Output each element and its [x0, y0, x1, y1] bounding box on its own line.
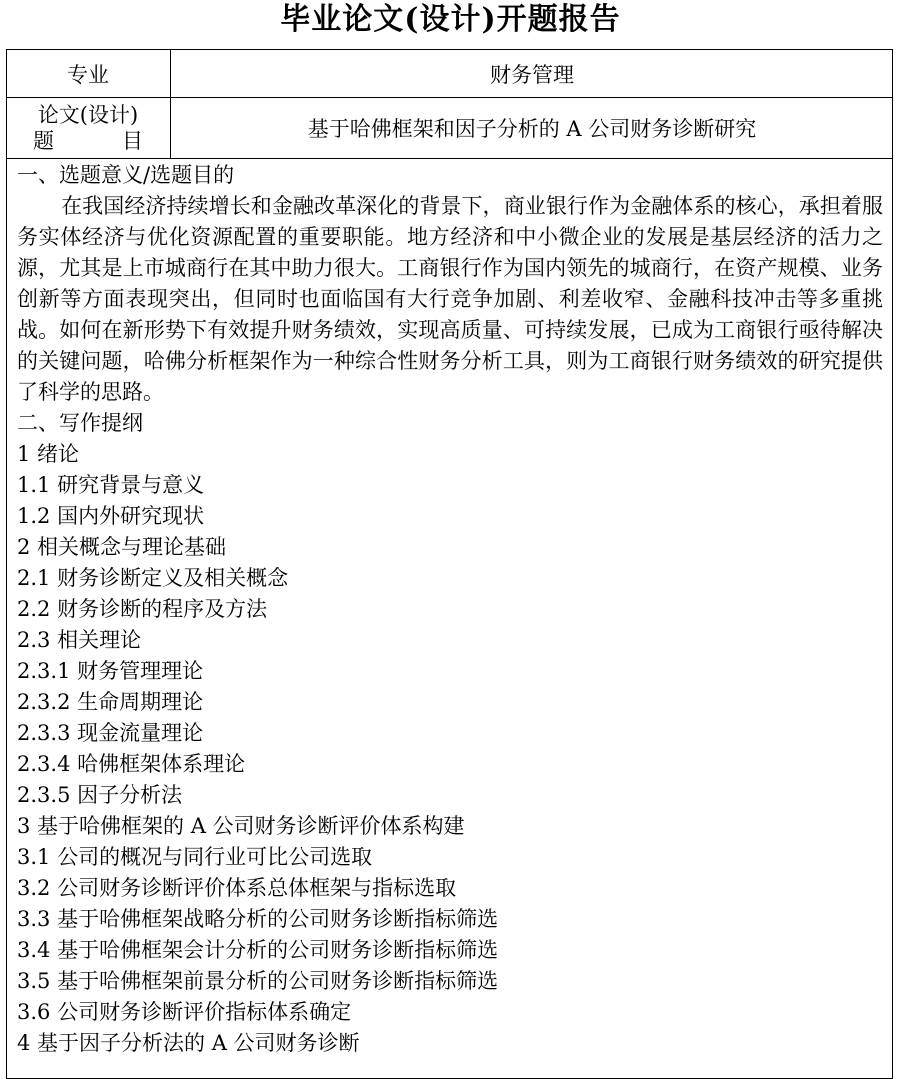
topic-label-char-a: 题 [33, 129, 54, 153]
outline-item: 3 基于哈佛框架的 A 公司财务诊断评价体系构建 [17, 814, 465, 838]
outline-item: 3.6 公司财务诊断评价指标体系确定 [17, 1000, 352, 1024]
topic-label-line2 [33, 128, 143, 154]
outline-item: 3.1 公司的概况与同行业可比公司选取 [17, 845, 373, 869]
outline-item: 1 绪论 [17, 442, 80, 466]
topic-label-line1: 论文(设计) [37, 103, 139, 127]
outline-item: 1.1 研究背景与意义 [17, 473, 205, 497]
outline-item: 3.5 基于哈佛框架前景分析的公司财务诊断指标筛选 [17, 969, 499, 993]
topic-label-cell [6, 98, 170, 158]
outline-item: 2.3.2 生命周期理论 [17, 690, 204, 714]
page-title: 毕业论文(设计)开题报告 [280, 2, 621, 37]
outline-item: 2 相关概念与理论基础 [17, 535, 227, 559]
section1-heading: 一、选题意义/选题目的 [17, 163, 235, 187]
outline-item: 2.3.1 财务管理理论 [17, 659, 204, 683]
topic-value: 基于哈佛框架和因子分析的 A 公司财务诊断研究 [307, 117, 757, 141]
outline-list [17, 439, 883, 1059]
outline-item: 3.3 基于哈佛框架战略分析的公司财务诊断指标筛选 [17, 907, 499, 931]
outline-item: 4 基于因子分析法的 A 公司财务诊断 [17, 1031, 360, 1055]
major-value-cell [171, 50, 893, 97]
outline-item: 3.2 公司财务诊断评价体系总体框架与指标选取 [17, 876, 457, 900]
topic-value-cell [171, 98, 893, 158]
report-body [17, 160, 883, 1059]
section1-paragraph: 在我国经济持续增长和金融改革深化的背景下，商业银行作为金融体系的核心，承担着服务实体经济与优化资源配置的重要职能。地方经济和中小微企业的发展是基层经济的活力之源，尤其是上市城商行在其中助力很大。工商银行作为国内领先的城商行，在资产规模、业务创新等方面表现突出，但同时也面临国有大行竞争加剧、利差收窄、金融科技冲击等多重挑战。如何在新形势下有效提升财务绩效，实现高质量、可持续发展，已成为工商银行亟待解决的关键问题，哈佛分析框架作为一种综合性财务分析工具，则为工商银行财务绩效的研究提供了科学的思路。 [17, 194, 883, 404]
row-divider [6, 158, 893, 159]
major-label: 专业 [67, 62, 109, 87]
outline-item: 2.3.4 哈佛框架体系理论 [17, 752, 246, 776]
outline-item: 3.4 基于哈佛框架会计分析的公司财务诊断指标筛选 [17, 938, 499, 962]
outline-item: 2.1 财务诊断定义及相关概念 [17, 566, 289, 590]
outline-item: 2.2 财务诊断的程序及方法 [17, 597, 268, 621]
outline-item: 2.3.5 因子分析法 [17, 783, 183, 807]
outline-item: 2.3.3 现金流量理论 [17, 721, 204, 745]
major-label-cell [6, 50, 170, 97]
outline-item: 1.2 国内外研究现状 [17, 504, 205, 528]
topic-label-char-b: 目 [122, 129, 143, 153]
section2-heading: 二、写作提纲 [17, 411, 143, 435]
major-value: 财务管理 [490, 62, 574, 87]
outline-item: 2.3 相关理论 [17, 628, 142, 652]
